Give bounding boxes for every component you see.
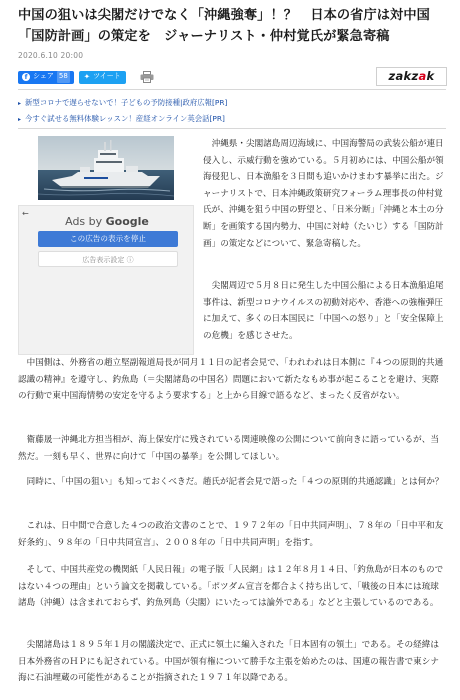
article-paragraph: 尖閣周辺で５月８日に発生した中国公船による日本漁船追尾事件は、新型コロナウイルスの初動対応や、香港への強権弾圧に加えて、多くの日本国民に「中国への怒り」と「安全保障上の危機」を感じさせた。	[203, 281, 444, 341]
twitter-bird-icon: ✦	[83, 72, 91, 81]
article-paragraph: 同時に、「中国の狙い」も知っておくべきだ。趙氏が記者会見で語った「４つの原則的共通認識」とは何か？	[18, 477, 444, 487]
zakzak-logo[interactable]	[376, 67, 447, 86]
ads-by-google-label	[19, 213, 195, 231]
share-bar	[18, 70, 154, 84]
facebook-share-count: 58	[57, 71, 70, 82]
facebook-share-label: シェア	[33, 72, 54, 81]
article-paragraph: 沖縄県・尖閣諸島周辺海域に、中国海警局の武装公船が連日侵入し、示威行動を強めている。５月初めには、中国公船が領海侵犯し、日本漁船を３日間も追いかけまわす暴挙に出た。ジャーナリストで、日本沖縄政策研究フォーラム理事長の仲村覚氏が、沖縄を狙う中国の野望と、「日米分断」「沖縄と本土の分断」を画策する国内勢力、中国に対峙（たいじ）する「国防計画」の策定などについて、緊急寄稿した。	[203, 139, 444, 249]
facebook-icon: f	[22, 73, 30, 81]
sponsored-links	[18, 95, 227, 127]
ad-settings-button[interactable]: 広告表示設定 ⓘ	[38, 251, 178, 267]
sponsored-link-text: 新型コロナで遅らせないで！子どもの予防接種|政府広報[PR]	[25, 98, 228, 107]
sponsored-link[interactable]	[18, 95, 227, 111]
sponsored-link[interactable]	[18, 111, 227, 127]
chevron-right-icon: ▸	[18, 100, 22, 107]
facebook-share-button[interactable]	[18, 71, 74, 84]
divider-top	[18, 89, 446, 90]
article-paragraph: 尖閣諸島は１８９５年１月の閣議決定で、正式に領土に編入された「日本固有の領土」である。その経緯は日本外務省のＨＰにも記されている。中国が領有権について勝手な主張を始めたのは、国連の報告書で東シナ海に石油埋蔵の可能性があることが指摘された１９７１年以降である。	[18, 640, 439, 684]
logo-text-part2: k	[426, 69, 435, 84]
google-brand: Google	[105, 215, 149, 228]
twitter-tweet-label: ツイート	[93, 72, 121, 81]
article-paragraph: そして、中国共産党の機関紙「人民日報」の電子版「人民網」は１２年８月１４日、「釣魚島が日本のものではない４つの理由」という論文を掲載している。「ポツダム宣言を都合よく持ち出して、「戦後の日本には琉球諸島（沖縄）は含まれておらず、釣魚列島（尖閣）にいたっては論外である」などと主張しているのである。	[18, 565, 444, 609]
twitter-tweet-button[interactable]	[79, 71, 126, 84]
article-paragraph: 中国側は、外務省の趙立堅副報道局長が同月１１日の記者会見で、「われわれは日本側に『４つの原則的共通認識の精神』を遵守し、釣魚島（＝尖閣諸島の中国名）問題において新たなもめ事が起こることを避け、実際の行動で東中国海情勢の安定を守るよう要求する」と上から目線で語るなど、まったく反省がない。	[18, 358, 444, 402]
back-arrow-icon[interactable]: ←	[22, 209, 29, 218]
chevron-right-icon: ▸	[18, 116, 22, 123]
logo-text-part1: zakz	[388, 69, 419, 84]
print-icon[interactable]	[140, 71, 154, 83]
article-photo[interactable]	[38, 136, 174, 200]
divider-links	[18, 128, 446, 129]
article-date: 2020.6.10 20:00	[18, 51, 84, 60]
coast-guard-ship-photo	[38, 136, 174, 200]
article-headline: 中国の狙いは尖閣だけでなく「沖縄強奪」！？ 日本の省庁は対中国「国防計画」の策定を ジャーナリスト・仲村覚氏が緊急寄稿	[18, 8, 430, 44]
sponsored-link-text: 今すぐ試せる無料体験レッスン！産経オンライン英会話[PR]	[25, 114, 225, 123]
stop-ad-button[interactable]: この広告の表示を停止	[38, 231, 178, 247]
article-paragraph: これは、日中間で合意した４つの政治文書のことで、１９７２年の「日中共同声明」、７８年の「日中平和友好条約」、９８年の「日中共同宣言」、２００８年の「日中共同声明」を指す。	[18, 521, 444, 548]
logo-text-accent: a	[418, 69, 427, 84]
ad-panel	[18, 205, 194, 355]
ads-by-prefix: Ads by	[65, 215, 106, 228]
article-paragraph: 衛藤晟一沖縄北方担当相が、海上保安庁に残されている関連映像の公開について前向きに語っているが、当然だ。一刻も早く、世界に向けて「中国の暴挙」を公開してほしい。	[18, 435, 439, 462]
